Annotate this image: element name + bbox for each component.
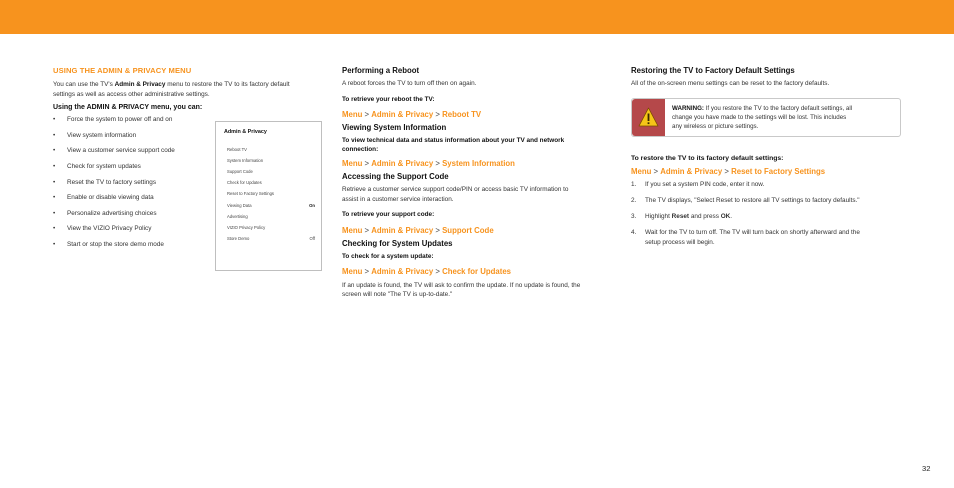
subheading: Using the ADMIN & PRIVACY menu, you can:: [53, 104, 203, 112]
list-item: • View system information: [53, 131, 137, 139]
warning-callout: [631, 98, 901, 137]
menu-item-support-code[interactable]: Support Code: [227, 169, 253, 174]
list-item: • Personalize advertising choices: [53, 209, 157, 217]
reset-steps: [631, 180, 906, 247]
updates-instruction: To check for a system update:: [342, 252, 434, 260]
reboot-heading: Performing a Reboot: [342, 66, 420, 75]
menu-item-viewing-data[interactable]: Viewing Data On: [227, 203, 315, 208]
warning-text: WARNING: If you restore the TV to the factory default settings, all change you have made to the settings will be lost. This includes any wireless or picture settings.: [672, 105, 853, 131]
sysinfo-menu-path: Menu > Admin & Privacy > System Information: [342, 159, 515, 169]
reboot-text: A reboot forces the TV to turn off then on again.: [342, 80, 477, 87]
list-item: 3. Highlight Reset and press OK.: [631, 213, 733, 221]
support-menu-path: Menu > Admin & Privacy > Support Code: [342, 225, 494, 235]
column-factory-reset: [631, 66, 906, 89]
list-item: • View the VIZIO Privacy Policy: [53, 225, 152, 233]
menu-item-reboot-tv[interactable]: Reboot TV: [227, 147, 247, 152]
list-item: • Force the system to power off and on: [53, 116, 173, 124]
updates-text: If an update is found, the TV will ask to confirm the update. If no update is found, the screen will note "The TV is up-to-date.": [342, 281, 581, 299]
sysinfo-instruction: To view technical data and status information about your TV and network connection:: [342, 136, 565, 153]
reset-text: All of the on-screen menu settings can be reset to the factory defaults.: [631, 80, 830, 87]
support-heading: Accessing the Support Code: [342, 172, 449, 182]
header-bar: [0, 0, 954, 34]
menu-item-reset-factory[interactable]: Reset to Factory Settings: [227, 191, 275, 196]
warning-icon: [632, 99, 665, 136]
menu-title: Admin & Privacy: [224, 129, 267, 135]
page-number: 32: [922, 464, 931, 473]
support-text: Retrieve a customer service support code/PIN or access basic TV information to assist in a customer service interaction.: [342, 186, 569, 203]
list-item: 4. Wait for the TV to turn off. The TV will turn back on shortly afterward and the setup process will begin.: [631, 229, 860, 246]
section-heading: USING THE ADMIN & PRIVACY MENU: [53, 66, 192, 75]
sysinfo-heading: Viewing System Information: [342, 122, 447, 132]
list-item: • Check for system updates: [53, 162, 141, 170]
list-item: 2. The TV displays, "Select Reset to restore all TV settings to factory defaults.": [631, 197, 860, 205]
reset-procedure: [631, 154, 906, 247]
menu-item-privacy-policy[interactable]: VIZIO Privacy Policy: [227, 225, 266, 230]
intro-paragraph: You can use the TV's Admin & Privacy menu to restore the TV to its factory default settings as well as access other administrative settings.: [53, 81, 290, 98]
reset-menu-path: Menu > Admin & Privacy > Reset to Factory Settings: [631, 167, 826, 177]
list-item: • Start or stop the store demo mode: [53, 240, 164, 248]
menu-item-system-information[interactable]: System Information: [227, 158, 264, 163]
list-item: • Enable or disable viewing data: [53, 194, 154, 202]
updates-menu-path: Menu > Admin & Privacy > Check for Updates: [342, 266, 511, 276]
reboot-menu-path: Menu > Admin & Privacy > Reboot TV: [342, 109, 482, 119]
reset-heading: Restoring the TV to Factory Default Settings: [631, 66, 795, 75]
reboot-instruction: To retrieve your reboot the TV:: [342, 95, 435, 103]
menu-item-store-demo[interactable]: Store Demo Off: [227, 236, 315, 241]
tv-menu-screenshot: [215, 121, 322, 271]
menu-item-check-updates[interactable]: Check for Updates: [227, 180, 262, 185]
list-item: • Reset the TV to factory settings: [53, 178, 157, 186]
menu-item-advertising[interactable]: Advertising: [227, 214, 248, 219]
column-system-actions: [342, 66, 612, 300]
support-instruction: To retrieve your support code:: [342, 211, 435, 219]
reset-instruction: To restore the TV to its factory default settings:: [631, 155, 784, 162]
list-item: • View a customer service support code: [53, 147, 175, 155]
list-item: 1. If you set a system PIN code, enter it now.: [631, 181, 765, 189]
updates-heading: Checking for System Updates: [342, 238, 453, 248]
